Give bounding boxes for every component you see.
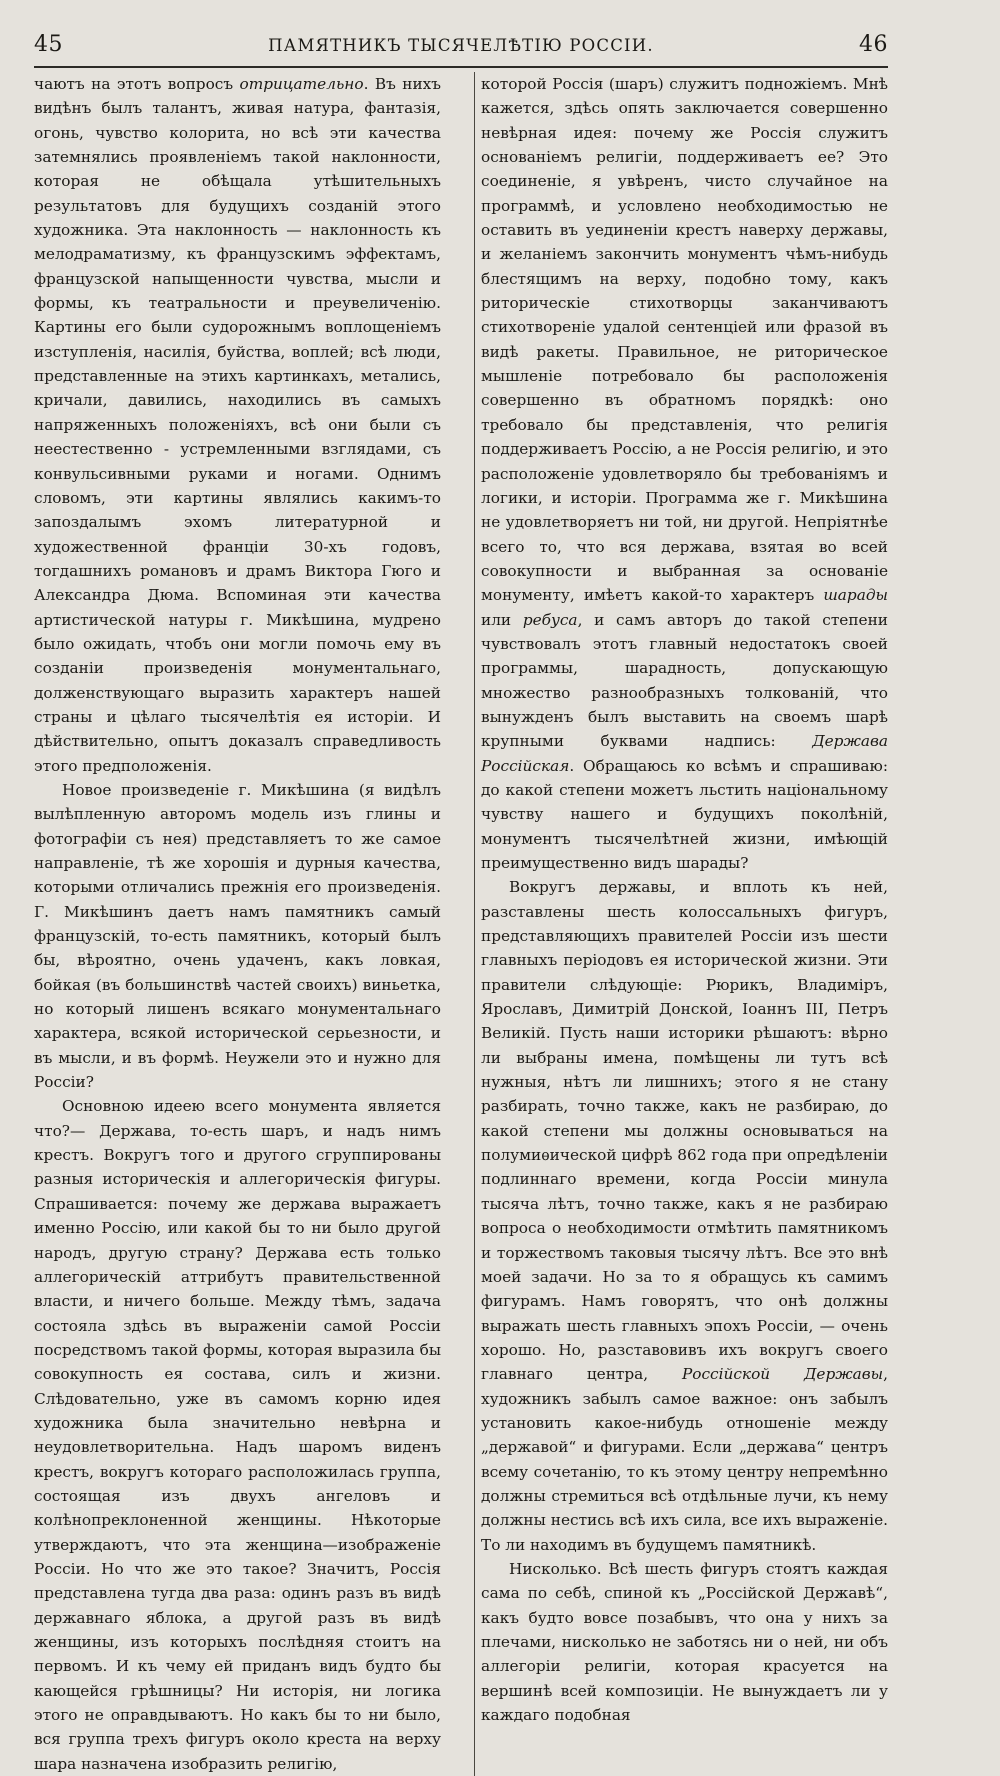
right-column — [474, 72, 888, 1776]
right-paragraph-1 — [481, 72, 888, 875]
running-header — [34, 32, 888, 68]
left-p1-text-b: . Въ нихъ видѣнъ былъ талантъ, живая натура, фантазія, огонь, чувство колорита, но всѣ эти качества затемнялись проявленіемъ такой наклонности, которая не обѣщала утѣшительныхъ результатовъ для будущихъ созданій этого художника. Эта наклонность — наклонность къ мелодраматизму, къ французскимъ эффектамъ, французской напыщенности чувства, мысли и формы, къ театральности и преувеличенію. Картины его были судорожнымъ воплощеніемъ изступленія, насилія, буйства, воплей; всѣ люди, представленные на этихъ картинкахъ, метались, кричали, давились, находились въ самыхъ напряженныхъ положеніяхъ, всѣ они были съ неестественно - устремленными взглядами, съ конвульсивными руками и ногами. Однимъ словомъ, эти картины являлись какимъ-то запоздалымъ эхомъ литературной и художественной франціи 30-хъ годовъ, тогдашнихъ романовъ и драмъ Виктора Гюго и Александра Дюма. Вспоминая эти качества артистической натуры г. Микѣшина, мудрено было ожидать, чтобъ они могли помочь ему въ созданіи произведенія монументальнаго, долженствующаго выразить характеръ нашей страны и цѣлаго тысячелѣтія ея исторіи. И дѣйствительно, опытъ доказалъ справедливость этого предположенія. — [34, 75, 442, 775]
left-column — [34, 72, 441, 1776]
right-paragraph-3: Нисколько. Всѣ шесть фигуръ стоятъ каждая сама по себѣ, спиной къ „Россійской Державѣ“, какъ будто вовсе позабывъ, что она у нихъ за плечами, нисколько не заботясь ни о ней, ни объ аллегоріи религіи, которая красуется на вершинѣ всей композиціи. Не вынуждаетъ ли у каждаго подобная — [481, 1559, 888, 1725]
left-paragraph-1 — [34, 72, 441, 778]
left-p1-text-a: чаютъ на этотъ вопросъ — [34, 75, 240, 93]
right-p2-text-b: , художникъ забылъ самое важное: онъ забылъ установить какое-нибудь отношеніе между „державой“ и фигурами. Если „держава“ центръ всему сочетанію, то къ этому центру непремѣнно должны стремиться всѣ отдѣльные лучи, къ нему должны нестись всѣ ихъ сила, все ихъ выраженіе. То ли находимъ въ будущемъ памятникѣ. — [481, 1365, 888, 1554]
right-p1-text-d: . Обращаюсь ко всѣмъ и спрашиваю: до какой степени можетъ льстить національному чувству нашего и будущихъ поколѣній, монументъ тысячелѣтней жизни, имѣющій преимущественно видъ шарады? — [481, 756, 888, 872]
text-columns — [34, 72, 888, 1776]
right-p1-emphasis-3: Держава Россійская — [481, 732, 888, 775]
left-paragraph-2: Новое произведеніе г. Микѣшина (я видѣлъ вылѣпленную авторомъ модель изъ глины и фотографіи съ нея) представляетъ то же самое направленіе, тѣ же хорошія и дурныя качества, которыми отличались прежнія его произведенія. Г. Микѣшинъ даетъ намъ памятникъ самый французскій, то-есть памятникъ, который былъ бы, вѣроятно, очень удаченъ, какъ ловкая, бойкая (въ большинствѣ частей своихъ) виньетка, но который лишенъ всякаго монументальнаго характера, всякой исторической серьезности, и въ мысли, и въ формѣ. Неужели это и нужно для Россіи? — [34, 780, 441, 1092]
right-p1-emphasis-2: ребуса — [522, 610, 578, 629]
right-p1-text-a: которой Россія (шаръ) служитъ подножіемъ. Мнѣ кажется, здѣсь опять заключается совершенно невѣрная идея: почему же Россія служитъ основаніемъ религіи, поддерживаетъ ее? Это соединеніе, я увѣренъ, чисто случайное на программѣ, и условлено необходимостью не оставить въ уединеніи крестъ наверху державы, и желаніемъ закончить монументъ чѣмъ-нибудь блестящимъ на верху, подобно тому, какъ риторическіе стихотворцы заканчиваютъ стихотвореніе удалой сентенціей или фразой въ видѣ ракеты. Правильное, не риторическое мышленіе потребовало бы расположенія совершенно въ обратномъ порядкѣ: оно требовало бы представленія, что религія поддерживаетъ Россію, а не Россія религію, и это расположеніе удовлетворяло бы требованіямъ и логики, и исторіи. Программа же г. Микѣшина не удовлетворяетъ ни той, ни другой. Непріятнѣе всего то, что вся держава, взятая во всей совокупности и выбранная за основаніе монументу, имѣетъ какой-то характеръ — [481, 75, 888, 605]
right-p1-emphasis-1: шарады — [823, 586, 888, 605]
left-page-number: 45 — [34, 32, 63, 57]
right-p2-text-a: Вокругъ державы, и вплоть къ ней, разставлены шесть колоссальныхъ фигуръ, представляющихъ правителей Россіи изъ шести главныхъ періодовъ ея исторической жизни. Эти правители слѣдующіе: Рюрикъ, Владиміръ, Ярославъ, Димитрій Донской, Іоаннъ III, Петръ Великій. Пусть наши историки рѣшаютъ: вѣрно ли выбраны имена, помѣщены ли тутъ всѣ нужныя, нѣтъ ли лишнихъ; этого я не стану разбирать, точно также, какъ не разбираю, до какой степени мы должны основываться на полумиѳической цифрѣ 862 года при опредѣленіи подлиннаго времени, когда Россіи минула тысяча лѣтъ, точно также, какъ я не разбираю вопроса о необходимости отмѣтить памятникомъ и торжествомъ таковыя тысячу лѣтъ. Все это внѣ моей задачи. Но за то я обращусь къ самимъ фигурамъ. Намъ говорятъ, что онѣ должны выражать шесть главныхъ эпохъ Россіи, — очень хорошо. Но, разставовивъ ихъ вокругъ своего главнаго центра, — [481, 878, 888, 1384]
right-p2-emphasis: Россійской Державы — [681, 1365, 884, 1384]
right-paragraph-2 — [481, 875, 888, 1557]
left-paragraph-3: Основною идеею всего монумента является что?— Держава, то-есть шаръ, и надъ нимъ крестъ. Вокругъ того и другого сгруппированы разныя историческія и аллегорическія фигуры. Спрашивается: почему же держава выражаетъ именно Россію, или какой бы то ни было другой народъ, другую страну? Держава есть только аллегорическій аттрибутъ правительственной власти, и ничего больше. Между тѣмъ, задача состояла здѣсь въ выраженіи самой Россіи посредствомъ такой формы, которая выразила бы совокупность ея состава, силъ и жизни. Слѣдовательно, уже въ самомъ корню идея художника была значительно невѣрна и неудовлетворительна. Надъ шаромъ виденъ крестъ, вокругъ котораго расположилась группа, состоящая изъ двухъ ангеловъ и колѣнопреклоненной женщины. Нѣкоторые утверждаютъ, что эта женщина—изображеніе Россіи. Но что же это такое? Значитъ, Россія представлена тугда два раза: одинъ разъ въ видѣ державнаго яблока, а другой разъ въ видѣ женщины, изъ которыхъ послѣдняя стоитъ на первомъ. И къ чему ей приданъ видъ будто бы кающейся грѣшницы? Ни исторія, ни логика этого не оправдываютъ. Но какъ бы то ни было, вся группа трехъ фигуръ около креста на верху шара назначена изобразить религію, — [34, 1097, 441, 1773]
left-p1-emphasis: отрицательно — [239, 75, 364, 93]
running-title: ПАМЯТНИКЪ ТЫСЯЧЕЛѢТІЮ РОССІИ. — [268, 36, 654, 55]
right-p1-text-b: или — [481, 610, 523, 629]
right-page-number: 46 — [858, 32, 888, 57]
right-p1-text-c: , и самъ авторъ до такой степени чувствовалъ этотъ главный недостатокъ своей программы, шарадность, допускающую множество разнообразныхъ толкованій, что вынужденъ былъ выставить на своемъ шарѣ крупными буквами надпись: — [481, 610, 888, 751]
